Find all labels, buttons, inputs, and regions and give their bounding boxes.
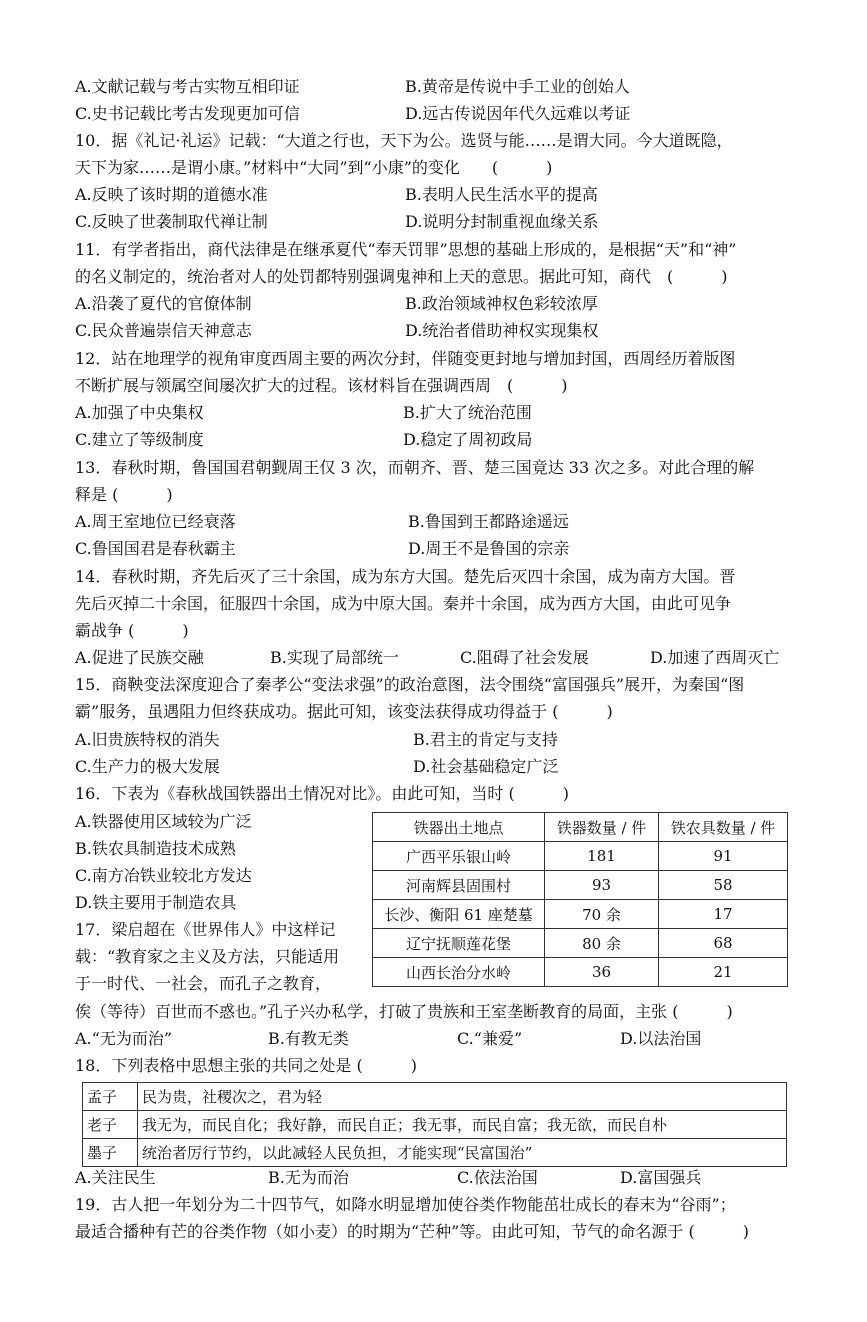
q10-option-c: C.反映了世袭制取代禅让制	[75, 212, 268, 231]
q10-stem-line-1: 10．据《礼记·礼运》记载：“大道之行也，天下为公。选贤与能……是谓大同。今大道既隐，	[75, 131, 733, 150]
table-cell: 68	[659, 929, 788, 958]
q10-option-d: D.说明分封制重视血缘关系	[405, 212, 599, 231]
q10-option-a: A.反映了该时期的道德水准	[75, 185, 268, 204]
q17-stem-line-3: 于一时代、一社会，而孔子之教育，	[75, 974, 332, 993]
q17-option-a: A.“无为而治”	[75, 1029, 173, 1048]
table-row	[373, 900, 788, 929]
table-cell: 17	[659, 900, 788, 929]
q12-option-d: D.稳定了周初政局	[403, 430, 533, 449]
q10-stem-line-2: 天下为家……是谓小康。”材料中“大同”到“小康”的变化 ( )	[75, 158, 553, 177]
table-cell: 民为贵，社稷次之，君为轻	[138, 1083, 787, 1111]
q16-option-c: C.南方冶铁业较北方发达	[75, 866, 252, 885]
q14-stem-line-3: 霸战争 ( )	[75, 621, 189, 640]
table-header-cell: 铁器出土地点	[373, 813, 545, 842]
table-cell: 58	[659, 871, 788, 900]
table-cell: 墨子	[83, 1139, 138, 1167]
q17-stem-line-2: 载：“教育家之主义及方法，只能适用	[75, 947, 340, 966]
q18-option-d: D.富国强兵	[620, 1168, 702, 1187]
q11-stem-line-1: 11．有学者指出，商代法律是在继承夏代“奉天罚罪”思想的基础上形成的，是根据“天”和“神”	[75, 240, 737, 259]
q18-option-b: B.无为而治	[268, 1168, 349, 1187]
q13-option-d: D.周王不是鲁国的宗亲	[408, 539, 570, 558]
q11-option-a: A.沿袭了夏代的官僚体制	[75, 294, 252, 313]
q12-stem-line-2: 不断扩展与领属空间屡次扩大的过程。该材料旨在强调西周 ( )	[75, 376, 568, 395]
q17-stem-line-1: 17．梁启超在《世界伟人》中这样记	[75, 920, 336, 939]
q19-stem-line-2: 最适合播种有芒的谷类作物（如小麦）的时期为“芒种”等。由此可知，节气的命名源于 ( )	[75, 1222, 749, 1241]
q12-stem-line-1: 12．站在地理学的视角审度西周主要的两次分封，伴随变更封地与增加封国，西周经历着版图	[75, 349, 736, 368]
q15-option-d: D.社会基础稳定广泛	[413, 757, 559, 776]
iron-artifacts-table	[372, 812, 788, 987]
q14-option-a: A.促进了民族交融	[75, 648, 204, 667]
q15-option-a: A.旧贵族特权的消失	[75, 730, 220, 749]
q9-option-b: B.黄帝是传说中手工业的创始人	[405, 77, 630, 96]
q17-option-b: B.有教无类	[268, 1029, 349, 1048]
q17-stem-line-4: 俟（等待）百世而不惑也。”孔子兴办私学，打破了贵族和王室垄断教育的局面，主张 ( )	[75, 1002, 733, 1021]
q13-stem-line-2: 释是 ( )	[75, 485, 173, 504]
table-cell: 统治者厉行节约，以此减轻人民负担，才能实现“民富国治”	[138, 1139, 787, 1167]
q12-option-b: B.扩大了统治范围	[403, 403, 532, 422]
q14-option-b: B.实现了局部统一	[270, 648, 399, 667]
q12-option-c: C.建立了等级制度	[75, 430, 204, 449]
table-row	[373, 929, 788, 958]
q12-option-a: A.加强了中央集权	[75, 403, 204, 422]
q18-option-a: A.关注民生	[75, 1168, 156, 1187]
table-cell: 河南辉县固围村	[373, 871, 545, 900]
table-row	[83, 1139, 787, 1167]
q9-option-d: D.远古传说因年代久远难以考证	[405, 104, 631, 123]
table-row	[83, 1111, 787, 1139]
table-cell: 辽宁抚顺莲花堡	[373, 929, 545, 958]
table-cell: 36	[545, 958, 659, 987]
table-row	[373, 871, 788, 900]
q14-option-d: D.加速了西周灭亡	[650, 648, 780, 667]
q14-stem-line-2: 先后灭掉二十余国，征服四十余国，成为中原大国。秦并十余国，成为西方大国，由此可见争	[75, 594, 732, 613]
q16-option-d: D.铁主要用于制造农具	[75, 893, 237, 912]
table-cell: 山西长治分水岭	[373, 958, 545, 987]
q13-option-b: B.鲁国到王都路途遥远	[408, 512, 569, 531]
table-header-cell: 铁农具数量 / 件	[659, 813, 788, 842]
q10-option-b: B.表明人民生活水平的提高	[405, 185, 598, 204]
q11-option-d: D.统治者借助神权实现集权	[405, 321, 599, 340]
q15-stem-line-1: 15．商鞅变法深度迎合了秦孝公“变法求强”的政治意图，法令围绕“富国强兵”展开，为秦国“图	[75, 675, 745, 694]
q16-option-b: B.铁农具制造技术成熟	[75, 839, 236, 858]
q15-option-b: B.君主的肯定与支持	[413, 730, 558, 749]
table-cell: 长沙、衡阳 61 座楚墓	[373, 900, 545, 929]
q14-option-c: C.阻碍了社会发展	[460, 648, 589, 667]
table-cell: 70 余	[545, 900, 659, 929]
q18-stem: 18．下列表格中思想主张的共同之处是 ( )	[75, 1056, 417, 1075]
q14-stem-line-1: 14．春秋时期，齐先后灭了三十余国，成为东方大国。楚先后灭四十余国，成为南方大国。晋	[75, 567, 736, 586]
table-header-row	[373, 813, 788, 842]
q19-stem-line-1: 19．古人把一年划分为二十四节气，如降水明显增加使谷类作物能茁壮成长的春末为“谷雨”；	[75, 1195, 736, 1214]
q16-option-a: A.铁器使用区域较为广泛	[75, 812, 252, 831]
table-row	[373, 842, 788, 871]
table-cell: 老子	[83, 1111, 138, 1139]
q15-stem-line-2: 霸”服务，虽遇阻力但终获成功。据此可知，该变法获得成功得益于 ( )	[75, 702, 613, 721]
q9-option-a: A.文献记载与考古实物互相印证	[75, 77, 300, 96]
table-cell: 广西平乐银山岭	[373, 842, 545, 871]
q18-option-c: C.依法治国	[457, 1168, 538, 1187]
table-row	[83, 1083, 787, 1111]
table-cell: 181	[545, 842, 659, 871]
q17-option-c: C.“兼爱”	[457, 1029, 523, 1048]
q9-option-c: C.史书记载比考古发现更加可信	[75, 104, 300, 123]
table-cell: 91	[659, 842, 788, 871]
q15-option-c: C.生产力的极大发展	[75, 757, 220, 776]
table-cell: 21	[659, 958, 788, 987]
table-cell: 我无为，而民自化；我好静，而民自正；我无事，而民自富；我无欲，而民自朴	[138, 1111, 787, 1139]
q11-stem-line-2: 的名义制定的，统治者对人的处罚都特别强调鬼神和上天的意思。据此可知，商代 ( )	[75, 267, 728, 286]
q11-option-b: B.政治领域神权色彩较浓厚	[405, 294, 598, 313]
q13-option-a: A.周王室地位已经衰落	[75, 512, 236, 531]
q11-option-c: C.民众普遍崇信天神意志	[75, 321, 252, 340]
thought-table	[82, 1082, 787, 1167]
q17-option-d: D.以法治国	[620, 1029, 702, 1048]
table-row	[373, 958, 788, 987]
table-cell: 孟子	[83, 1083, 138, 1111]
q13-stem-line-1: 13．春秋时期，鲁国国君朝觐周王仅 3 次，而朝齐、晋、楚三国竟达 33 次之多。对此合理的解	[75, 458, 755, 477]
q13-option-c: C.鲁国国君是春秋霸主	[75, 539, 236, 558]
table-header-cell: 铁器数量 / 件	[545, 813, 659, 842]
q16-stem: 16．下表为《春秋战国铁器出土情况对比》。由此可知，当时 ( )	[75, 784, 569, 803]
table-cell: 93	[545, 871, 659, 900]
table-cell: 80 余	[545, 929, 659, 958]
